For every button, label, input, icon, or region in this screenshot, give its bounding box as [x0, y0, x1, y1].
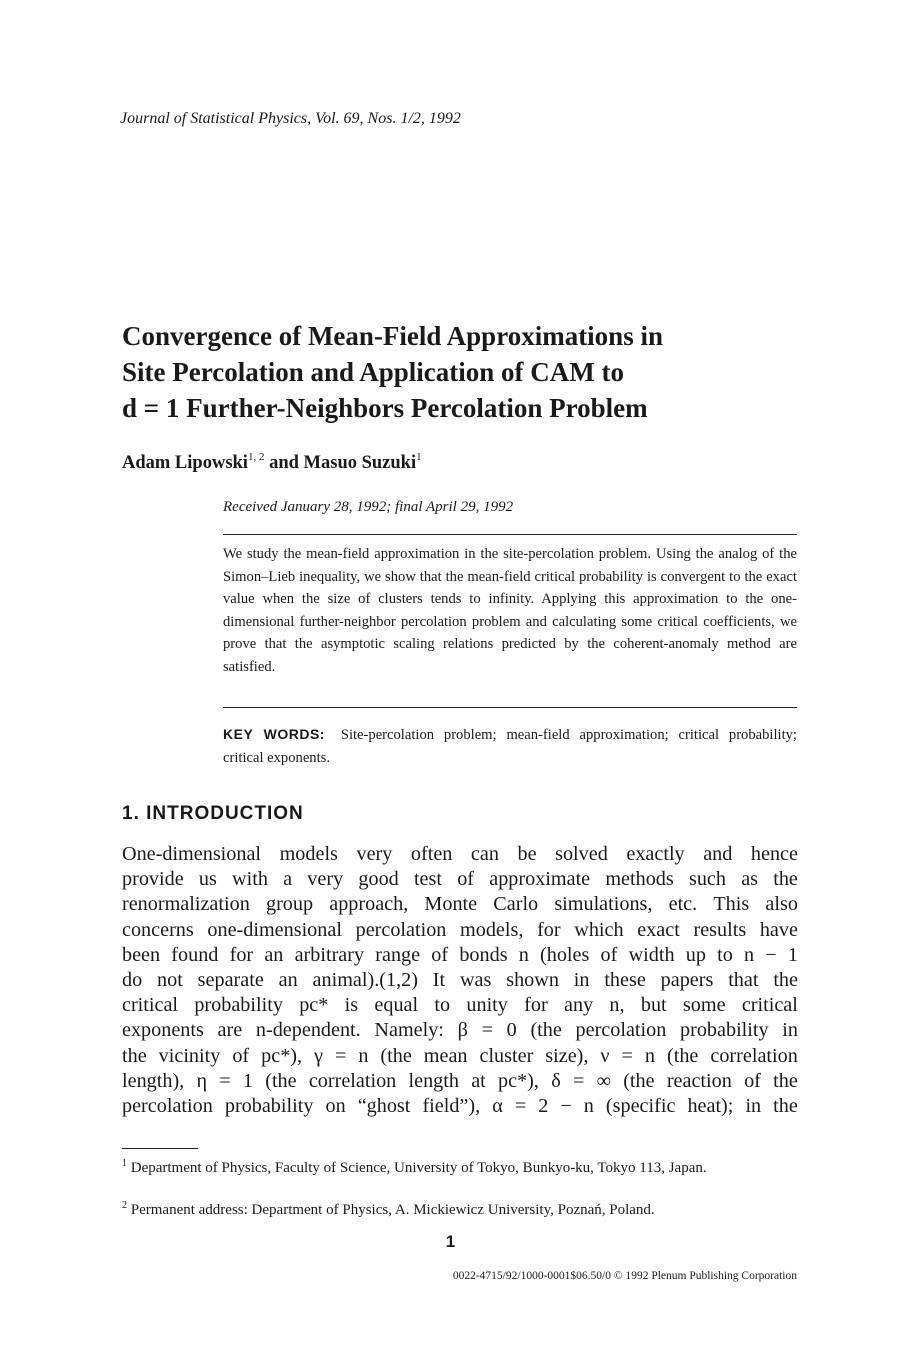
keywords-label: KEY WORDS:	[223, 726, 325, 742]
author-joiner: and	[264, 453, 304, 473]
author-affiliation-mark: 1	[416, 451, 422, 463]
footnote-text: Permanent address: Department of Physics, A. Mickiewicz University, Poznań, Poland.	[130, 1202, 655, 1218]
body-line-words: percolation probability on “ghost field”), α = 2 − n (specific heat); in the	[122, 1094, 798, 1117]
body-line-words: concerns one-dimensional percolation models, for which exact results have	[122, 918, 798, 941]
abstract-top-rule	[223, 534, 797, 535]
journal-citation: Journal of Statistical Physics, Vol. 69, Nos. 1/2, 1992	[120, 110, 461, 127]
footnote-text: Department of Physics, Faculty of Science, University of Tokyo, Bunkyo-ku, Tokyo 113, Japan.	[130, 1160, 707, 1176]
body-paragraph	[122, 842, 798, 1119]
title-line-3: d = 1 Further-Neighbors Percolation Problem	[122, 393, 648, 423]
title-line-1: Convergence of Mean-Field Approximations in	[122, 321, 663, 351]
body-line-words: critical probability pc* is equal to unity for any n, but some critical	[122, 994, 798, 1017]
body-line	[122, 993, 798, 1018]
body-line-words: been found for an arbitrary range of bonds n (holes of width up to n − 1	[122, 943, 798, 966]
abstract-bottom-rule	[223, 707, 797, 708]
body-line	[122, 842, 798, 867]
author-list	[122, 451, 422, 474]
keywords	[223, 723, 797, 769]
body-line-words: provide us with a very good test of approximate methods such as the	[122, 868, 798, 891]
body-line	[122, 1094, 798, 1119]
footnote-2	[122, 1200, 798, 1221]
body-line-words: renormalization group approach, Monte Carlo simulations, etc. This also	[122, 893, 798, 916]
author-affiliation-mark: 1, 2	[247, 451, 265, 463]
body-line-words: the vicinity of pc*), γ = n (the mean cluster size), ν = n (the correlation	[122, 1044, 798, 1067]
body-line	[122, 1044, 798, 1069]
footnote-mark: 1	[122, 1158, 127, 1169]
copyright-line: 0022-4715/92/1000-0001$06.50/0 © 1992 Plenum Publishing Corporation	[452, 1270, 797, 1282]
page-number: 1	[445, 1232, 456, 1251]
footnote-rule	[122, 1148, 198, 1149]
section-heading: 1. INTRODUCTION	[122, 803, 304, 824]
footnote-1	[122, 1158, 798, 1179]
keywords-text: Site-percolation problem; mean-field approximation; critical probability; critical exponents.	[223, 727, 797, 766]
body-line	[122, 1018, 798, 1043]
title-line-2: Site Percolation and Application of CAM to	[122, 357, 624, 387]
received-dates: Received January 28, 1992; final April 29, 1992	[223, 499, 514, 515]
body-line	[122, 867, 798, 892]
body-line	[122, 1069, 798, 1094]
body-line	[122, 892, 798, 917]
author-name: Adam Lipowski	[122, 453, 248, 473]
body-line-words: One-dimensional models very often can be solved exactly and hence	[122, 843, 798, 865]
paper-title	[122, 318, 822, 426]
abstract: We study the mean-field approximation in the site-percolation problem. Using the analog of the Simon–Lieb inequality, we show that the mean-field critical probability is convergent to the exact value when the size of clusters tends to infinity. Applying this approximation to the one-dimensional further-neighbor percolation problem and calculating some critical coefficients, we prove that the asymptotic scaling relations predicted by the coherent-anomaly method are satisfied.	[223, 546, 797, 675]
body-line-words: do not separate an animal).(1,2) It was shown in these papers that the	[122, 968, 798, 991]
body-line	[122, 943, 798, 968]
footnote-mark: 2	[122, 1200, 127, 1211]
body-line	[122, 918, 798, 943]
body-line	[122, 968, 798, 993]
body-line-words: exponents are n-dependent. Namely: β = 0 (the percolation probability in	[122, 1019, 798, 1042]
body-line-words: length), η = 1 (the correlation length at pc*), δ = ∞ (the reaction of the	[122, 1069, 798, 1092]
author-name: Masuo Suzuki	[303, 453, 417, 473]
